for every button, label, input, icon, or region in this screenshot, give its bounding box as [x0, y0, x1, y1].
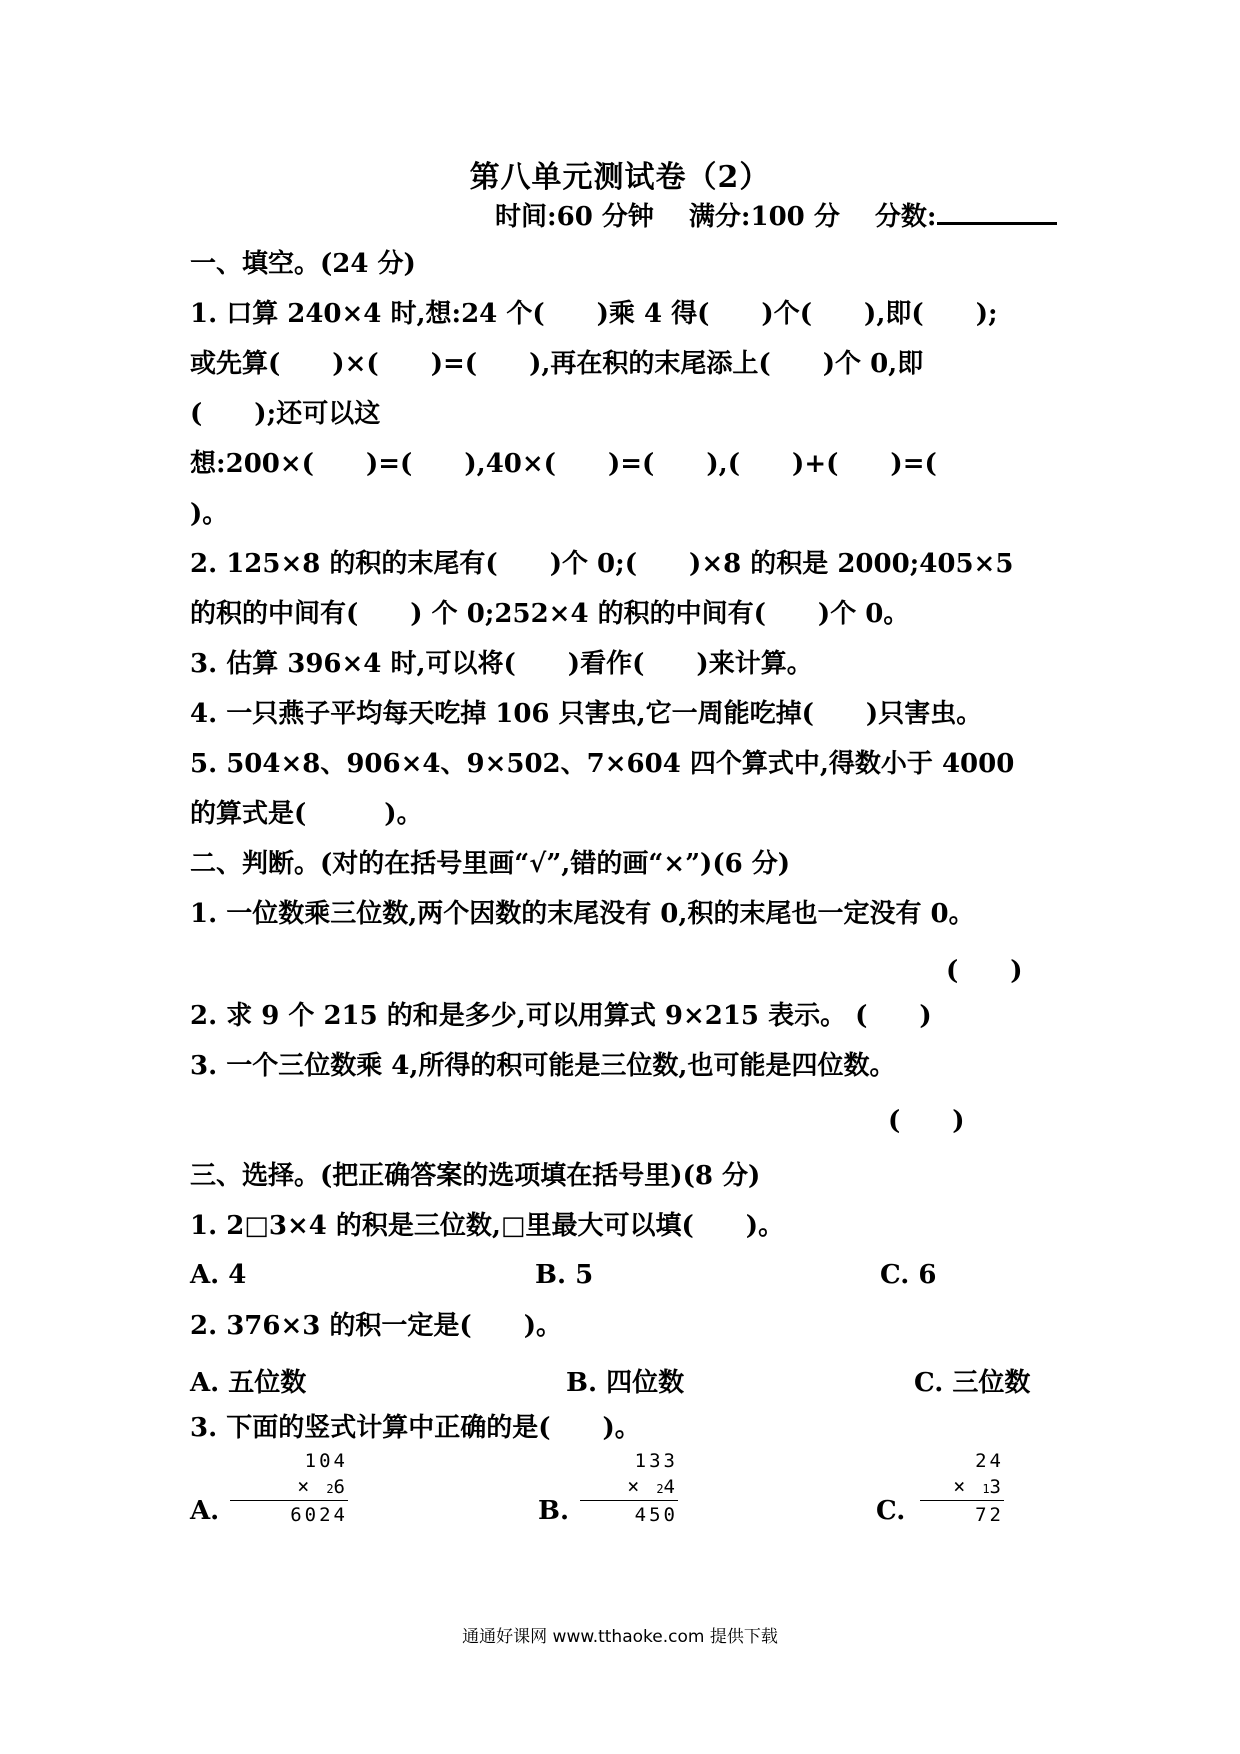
- vertical-calc-a-multiplier: × 26: [297, 1474, 348, 1498]
- times-sign: ×: [953, 1474, 969, 1498]
- vertical-calc-b-top: 133: [634, 1450, 678, 1472]
- times-sign: ×: [627, 1474, 643, 1498]
- question-1-1-line-5: )。: [190, 499, 229, 529]
- question-1-1-line-3: ( );还可以这: [190, 399, 381, 429]
- vertical-calc-b-bar: [580, 1500, 678, 1501]
- question-2-1: 1. 一位数乘三位数,两个因数的末尾没有 0,积的末尾也一定没有 0。: [190, 899, 975, 929]
- option-3-2-b: B. 四位数: [566, 1368, 685, 1398]
- option-3-3-c-letter: C.: [876, 1496, 906, 1526]
- vertical-calc-c-top: 24: [975, 1450, 1004, 1472]
- section-heading-fill: 一、填空。(24 分): [190, 249, 416, 279]
- vertical-calc-c-bar: [920, 1500, 1004, 1501]
- full-score: 满分:100 分: [688, 202, 840, 232]
- score-label: 分数:: [874, 202, 937, 232]
- section-heading-judge: 二、判断。(对的在括号里画“√”,错的画“×”)(6 分): [190, 849, 791, 879]
- option-3-3-a-letter: A.: [190, 1496, 220, 1526]
- question-3-3: 3. 下面的竖式计算中正确的是( )。: [190, 1413, 641, 1443]
- time-limit: 时间:60 分钟: [495, 202, 654, 232]
- option-3-1-c: C. 6: [880, 1260, 937, 1290]
- vertical-calc-b: [580, 1450, 678, 1530]
- answer-paren-2-1[interactable]: ( ): [946, 956, 1023, 986]
- question-1-5-line-1: 5. 504×8、906×4、9×502、7×604 四个算式中,得数小于 4000: [190, 749, 1015, 779]
- question-2-2: 2. 求 9 个 215 的和是多少,可以用算式 9×215 表示。 ( ): [190, 1001, 932, 1031]
- answer-paren-2-3[interactable]: ( ): [888, 1106, 965, 1136]
- question-3-2: 2. 376×3 的积一定是( )。: [190, 1311, 562, 1341]
- score-blank[interactable]: [937, 200, 1057, 225]
- vertical-calc-c-multiplier: × 13: [953, 1474, 1004, 1498]
- question-1-1-line-1: 1. 口算 240×4 时,想:24 个( )乘 4 得( )个( ),即( );: [190, 299, 998, 329]
- vertical-calc-c-result: 72: [975, 1504, 1004, 1526]
- option-3-1-a: A. 4: [190, 1260, 247, 1290]
- option-3-1-b: B. 5: [535, 1260, 594, 1290]
- page-title: 第八单元测试卷（2）: [469, 160, 771, 195]
- option-3-3-b-letter: B.: [538, 1496, 570, 1526]
- question-3-1: 1. 2□3×4 的积是三位数,□里最大可以填( )。: [190, 1211, 785, 1241]
- question-2-3: 3. 一个三位数乘 4,所得的积可能是三位数,也可能是四位数。: [190, 1051, 896, 1081]
- exam-info: [495, 196, 1083, 233]
- question-1-1-line-2: 或先算( )×( )=( ),再在积的末尾添上( )个 0,即: [190, 349, 924, 379]
- option-3-2-a: A. 五位数: [190, 1368, 307, 1398]
- vertical-calc-b-result: 450: [634, 1504, 678, 1526]
- question-1-3: 3. 估算 396×4 时,可以将( )看作( )来计算。: [190, 649, 813, 679]
- vertical-calc-c: [920, 1450, 1004, 1530]
- vertical-calc-a-bar: [230, 1500, 348, 1501]
- vertical-calc-a-top: 104: [304, 1450, 348, 1472]
- times-sign: ×: [297, 1474, 313, 1498]
- question-1-2-line-2: 的积的中间有( ) 个 0;252×4 的积的中间有( )个 0。: [190, 599, 910, 629]
- question-1-1-line-4: 想:200×( )=( ),40×( )=( ),( )+( )=(: [190, 449, 937, 479]
- section-heading-choice: 三、选择。(把正确答案的选项填在括号里)(8 分): [190, 1161, 761, 1191]
- vertical-calc-a-result: 6024: [290, 1504, 348, 1526]
- question-1-2-line-1: 2. 125×8 的积的末尾有( )个 0;( )×8 的积是 2000;405×5: [190, 549, 1014, 579]
- vertical-calc-a: [230, 1450, 348, 1530]
- question-1-5-line-2: 的算式是( )。: [190, 799, 423, 829]
- footer-credit: 通通好课网 www.tthaoke.com 提供下载: [462, 1627, 778, 1647]
- option-3-2-c: C. 三位数: [914, 1368, 1031, 1398]
- vertical-calc-b-multiplier: × 24: [627, 1474, 678, 1498]
- question-1-4: 4. 一只燕子平均每天吃掉 106 只害虫,它一周能吃掉( )只害虫。: [190, 699, 983, 729]
